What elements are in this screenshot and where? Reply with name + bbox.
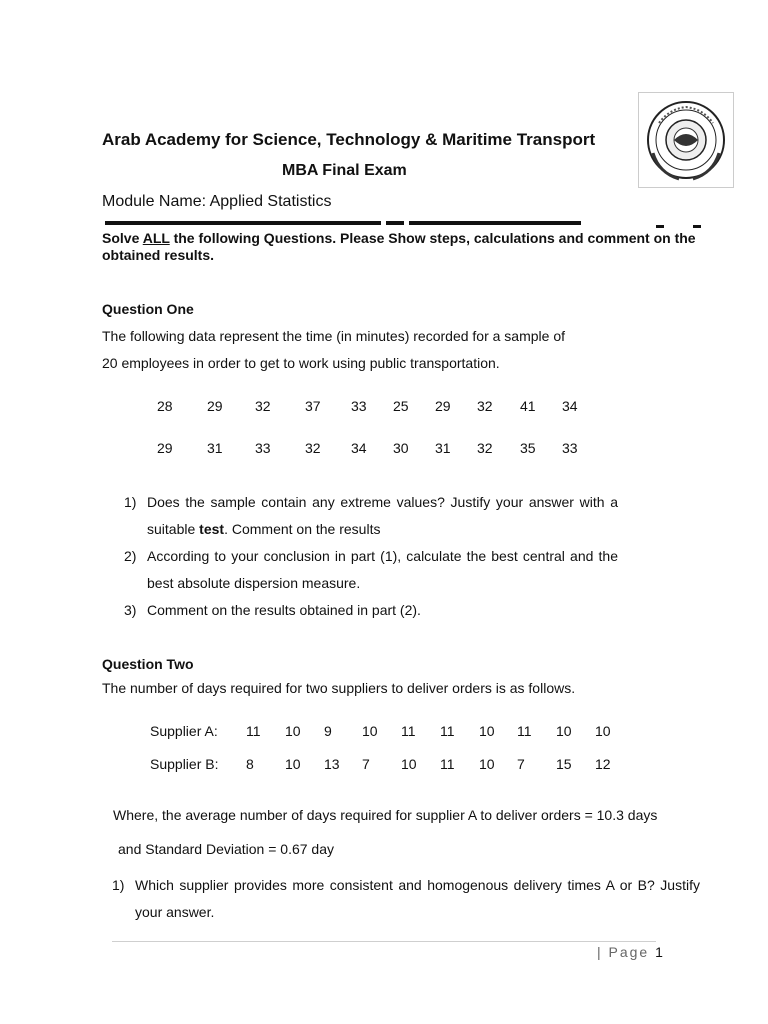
data-value: 7 (517, 756, 525, 772)
data-value: 11 (440, 723, 455, 739)
header-rule-mark (656, 225, 664, 228)
data-value: 32 (477, 398, 493, 414)
data-value: 33 (351, 398, 367, 414)
supplier-a-stats-line-2: and Standard Deviation = 0.67 day (118, 841, 334, 857)
q1-data-row-2 (0, 440, 768, 460)
data-value: 32 (477, 440, 493, 456)
data-value: 15 (556, 756, 572, 772)
data-value: 29 (207, 398, 223, 414)
supplier-a-label: Supplier A: (150, 723, 218, 739)
data-value: 29 (157, 440, 173, 456)
list-item: 1) Which supplier provides more consistent and homogenous delivery times A or B? Justify your answer. (112, 877, 700, 920)
data-value: 31 (435, 440, 451, 456)
supplier-a-row (0, 723, 768, 743)
data-value: 10 (362, 723, 378, 739)
exam-title: MBA Final Exam (282, 162, 407, 179)
header-rule-segment (386, 221, 404, 225)
supplier-a-stats-line-1: Where, the average number of days required for supplier A to deliver orders = 10.3 days (113, 807, 658, 823)
data-value: 11 (246, 723, 261, 739)
institution-name: Arab Academy for Science, Technology & Maritime Transport (102, 130, 596, 149)
data-value: 12 (595, 756, 611, 772)
data-value: 30 (393, 440, 409, 456)
data-value: 41 (520, 398, 536, 414)
instructions: Solve ALL the following Questions. Please Show steps, calculations and comment on the obtained results. (102, 230, 696, 263)
data-value: 31 (207, 440, 223, 456)
supplier-b-label: Supplier B: (150, 756, 219, 772)
data-value: 33 (255, 440, 271, 456)
data-value: 10 (401, 756, 417, 772)
data-value: 11 (440, 756, 455, 772)
question-two-title: Question Two (102, 656, 194, 672)
list-item: 1) Does the sample contain any extreme values? Justify your answer with a suitable test. Comment on the results (124, 494, 618, 537)
data-value: 10 (556, 723, 572, 739)
data-value: 32 (305, 440, 321, 456)
data-value: 34 (562, 398, 578, 414)
data-value: 25 (393, 398, 409, 414)
data-value: 13 (324, 756, 340, 772)
data-value: 33 (562, 440, 578, 456)
page-label: | Page (597, 944, 650, 960)
header-rule-mark (693, 225, 701, 228)
data-value: 34 (351, 440, 367, 456)
supplier-b-row (0, 756, 768, 776)
instructions-all: ALL (142, 230, 170, 246)
module-name: Module Name: Applied Statistics (102, 193, 332, 210)
academy-seal-icon (639, 93, 733, 187)
header-rule-segment (105, 221, 381, 225)
question-one-title: Question One (102, 301, 194, 317)
list-item: 3) Comment on the results obtained in part (2). (124, 602, 421, 618)
question-one-intro: The following data represent the time (in minutes) recorded for a sample of 20 employees in order to get to work using public transportation. (102, 328, 566, 371)
q1-data-row-1 (0, 398, 768, 418)
list-item: 2) According to your conclusion in part (1), calculate the best central and the best absolute dispersion measure. (124, 548, 618, 591)
header-rule-segment (409, 221, 581, 225)
question-two-intro: The number of days required for two suppliers to deliver orders is as follows. (102, 680, 576, 696)
data-value: 10 (595, 723, 611, 739)
footer-divider (112, 941, 656, 942)
page-footer (597, 944, 663, 960)
data-value: 32 (255, 398, 271, 414)
question-one-parts (124, 489, 618, 624)
data-value: 11 (517, 723, 532, 739)
data-value: 35 (520, 440, 536, 456)
data-value: 7 (362, 756, 370, 772)
page-number: 1 (655, 944, 663, 960)
data-value: 10 (479, 756, 495, 772)
data-value: 37 (305, 398, 321, 414)
data-value: 28 (157, 398, 173, 414)
data-value: 8 (246, 756, 254, 772)
data-value: 9 (324, 723, 332, 739)
data-value: 11 (401, 723, 416, 739)
academy-seal (638, 92, 734, 188)
data-value: 29 (435, 398, 451, 414)
data-value: 10 (479, 723, 495, 739)
data-value: 10 (285, 756, 301, 772)
question-two-parts (112, 872, 700, 926)
data-value: 10 (285, 723, 301, 739)
